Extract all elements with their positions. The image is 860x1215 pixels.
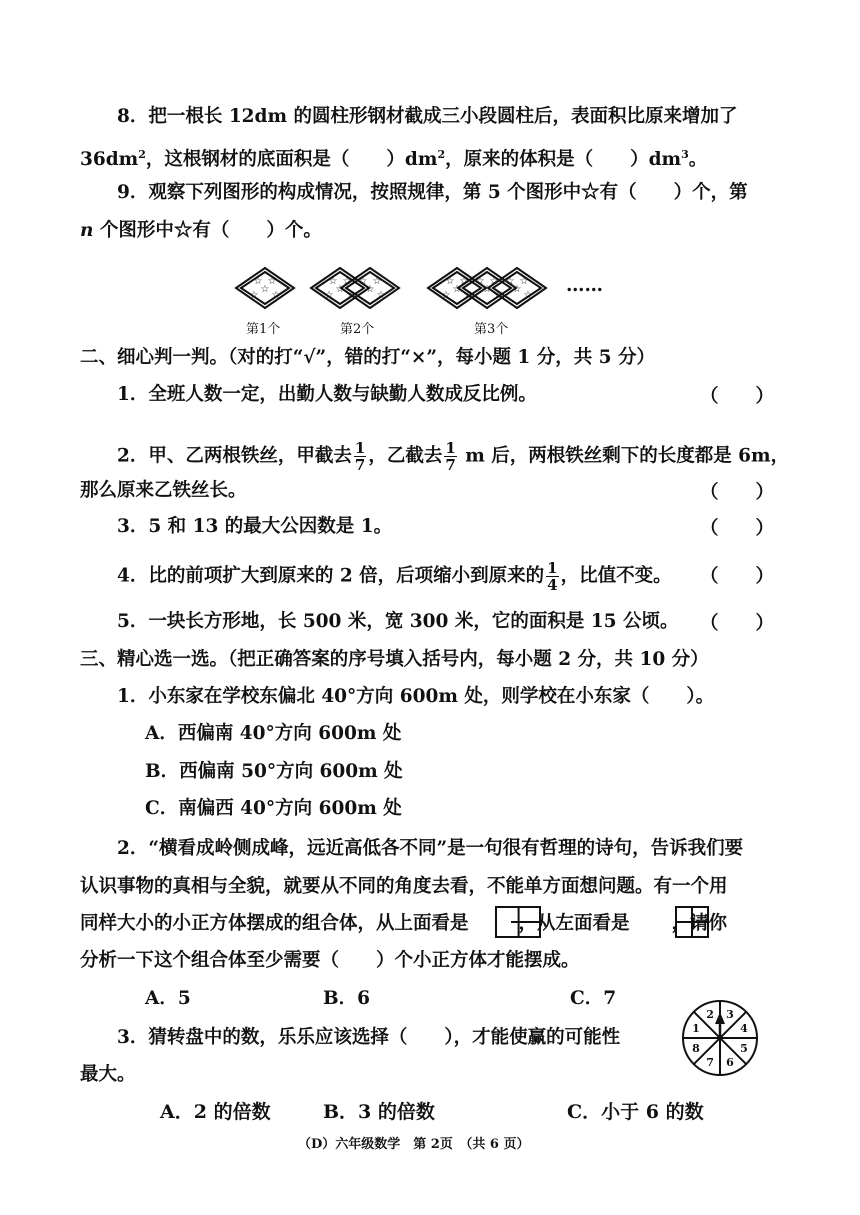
- top-view-grid-icon: [494, 905, 542, 939]
- fraction-one-quarter: [546, 560, 558, 593]
- spinner-wheel: [680, 998, 760, 1078]
- q8-text-b: ，这根钢材的底面积是（ ）dm: [145, 149, 438, 171]
- caption-fig3: 第3个: [474, 322, 509, 337]
- q8-line1: 8．把一根长 12dm 的圆柱形钢材截成三小段圆柱后，表面积比原来增加了: [117, 106, 738, 127]
- choice-q2-line3: [80, 911, 727, 937]
- spinner-sector-label: 4: [740, 1022, 748, 1036]
- fraction-one-seventh: [444, 440, 456, 473]
- choice-q2-line2: 认识事物的真相与全貌，就要从不同的角度去看，不能单方面想问题。有一个用: [80, 876, 728, 897]
- frac-den: 4: [547, 576, 558, 594]
- svg-text:☆: ☆: [324, 290, 334, 301]
- choice-q2-option-a: A．5: [145, 988, 191, 1009]
- judge-q4: [117, 560, 672, 593]
- svg-text:☆: ☆: [358, 276, 368, 287]
- frac-num: 1: [445, 439, 456, 457]
- ellipsis: ……: [566, 275, 603, 296]
- svg-text:☆: ☆: [365, 284, 375, 295]
- choice-q3-option-b: B．3 的倍数: [323, 1101, 435, 1123]
- spinner-sector-label: 7: [706, 1056, 714, 1069]
- judge-q1: 1．全班人数一定，出勤人数与缺勤人数成反比例。: [117, 384, 537, 405]
- svg-text:☆: ☆: [482, 284, 492, 295]
- frac-num: 1: [547, 559, 558, 577]
- q2-text-c3: ，请你: [671, 913, 728, 934]
- judge-q3: 3．5 和 13 的最大公因数是 1。: [117, 516, 393, 537]
- q8-text-d: 。: [688, 149, 708, 171]
- choice-q1-option-b: B．西偏南 50°方向 600m 处: [145, 761, 403, 782]
- page-footer: （D）六年级数学 第 2页 （共 6 页）: [298, 1137, 530, 1152]
- svg-text:☆: ☆: [271, 290, 281, 301]
- spinner-sector-label: 8: [692, 1041, 700, 1055]
- svg-text:☆: ☆: [342, 276, 352, 287]
- judge-q2-line2: 那么原来乙铁丝长。: [80, 480, 247, 501]
- q4-text-b: ，比值不变。: [560, 565, 672, 587]
- left-view-grid-icon: [674, 905, 710, 939]
- svg-text:☆: ☆: [335, 284, 345, 295]
- svg-text:☆: ☆: [459, 276, 469, 287]
- q9-line2: [80, 218, 322, 244]
- judge-q2-line1: [117, 440, 789, 473]
- frac-num: 1: [354, 439, 366, 457]
- judge-q5: 5．一块长方形地，长 500 米，宽 300 米，它的面积是 15 公顷。: [117, 611, 679, 632]
- svg-text:☆: ☆: [253, 276, 263, 287]
- sup-3: 3: [681, 148, 689, 161]
- choice-q2-option-b: B．6: [323, 988, 371, 1009]
- choice-q1-option-c: C．南偏西 40°方向 600m 处: [145, 798, 402, 819]
- choice-q3-line1: 3．猜转盘中的数，乐乐应该选择（ ），才能使赢的可能性: [117, 1027, 621, 1048]
- n-variable: n: [80, 220, 94, 241]
- answer-paren: （ ）: [700, 613, 775, 634]
- svg-text:☆: ☆: [523, 290, 533, 301]
- choice-q1: 1．小东家在学校东偏北 40°方向 600m 处，则学校在小东家（ ）。: [117, 686, 715, 707]
- spinner-sector-label: 1: [692, 1022, 700, 1036]
- section2-heading: 二、细心判一判。（对的打“√”，错的打“×”，每小题 1 分，共 5 分）: [80, 347, 655, 368]
- choice-q3-option-a: A．2 的倍数: [160, 1101, 271, 1123]
- svg-text:☆: ☆: [260, 284, 270, 295]
- svg-text:☆: ☆: [376, 290, 386, 301]
- q2-text-a: 2．甲、乙两根铁丝，甲截去: [117, 445, 352, 467]
- svg-text:☆: ☆: [372, 276, 382, 287]
- q2-text-b: ，乙截去: [368, 445, 443, 467]
- frac-den: 7: [354, 456, 366, 474]
- star-pattern-figure: [0, 262, 860, 322]
- choice-q2-option-c: C．7: [570, 988, 617, 1009]
- choice-q3-line2: 最大。: [80, 1064, 136, 1085]
- svg-text:☆: ☆: [267, 276, 277, 287]
- q8-line2: [80, 142, 707, 173]
- q8-text-a: 36dm: [80, 149, 139, 171]
- svg-text:☆: ☆: [463, 290, 473, 301]
- spinner-pointer: [715, 1012, 725, 1024]
- q9-text: 个图形中☆有（ ）个。: [93, 220, 322, 241]
- svg-text:☆: ☆: [512, 284, 522, 295]
- choice-q1-option-a: A．西偏南 40°方向 600m 处: [145, 723, 402, 744]
- svg-text:☆: ☆: [505, 276, 515, 287]
- answer-paren: （ ）: [700, 566, 775, 587]
- q8-text-c: ，原来的体积是（ ）dm: [445, 149, 682, 171]
- svg-text:☆: ☆: [493, 290, 503, 301]
- caption-fig1: 第1个: [246, 322, 281, 337]
- svg-text:☆: ☆: [452, 284, 462, 295]
- svg-text:☆: ☆: [346, 290, 356, 301]
- svg-text:☆: ☆: [519, 276, 529, 287]
- caption-fig2: 第2个: [340, 322, 375, 337]
- svg-text:☆: ☆: [249, 290, 259, 301]
- answer-paren: （ ）: [700, 482, 775, 503]
- answer-paren: （ ）: [700, 386, 775, 407]
- q4-text-a: 4．比的前项扩大到原来的 2 倍，后项缩小到原来的: [117, 565, 545, 587]
- q2-text-c2: ，从左面看是: [518, 913, 630, 934]
- answer-paren: （ ）: [700, 518, 775, 539]
- svg-text:☆: ☆: [475, 276, 485, 287]
- svg-text:☆: ☆: [445, 276, 455, 287]
- choice-q3-option-c: C．小于 6 的数: [567, 1101, 704, 1123]
- spinner-sector-label: 3: [726, 1008, 734, 1021]
- q9-line1: 9．观察下列图形的构成情况，按照规律，第 5 个图形中☆有（ ）个，第: [117, 182, 748, 203]
- svg-text:☆: ☆: [441, 290, 451, 301]
- sup-2: 2: [437, 148, 446, 161]
- choice-q2-line1: 2．“横看成岭侧成峰，远近高低各不同”是一句很有哲理的诗句，告诉我们要: [117, 838, 744, 859]
- choice-q2-line4: 分析一下这个组合体至少需要（ ）个小正方体才能摆成。: [80, 950, 580, 971]
- spinner-sector-label: 2: [706, 1008, 714, 1021]
- spinner-sector-label: 6: [726, 1056, 734, 1069]
- svg-text:☆: ☆: [328, 276, 338, 287]
- frac-den: 7: [445, 456, 456, 474]
- svg-text:☆: ☆: [489, 276, 499, 287]
- sup-2: 2: [138, 148, 146, 161]
- fraction-one-seventh: [354, 440, 366, 473]
- q2-text-c: m 后，两根铁丝剩下的长度都是 6m，: [458, 445, 790, 467]
- spinner-sector-label: 5: [740, 1041, 748, 1055]
- section3-heading: 三、精心选一选。（把正确答案的序号填入括号内，每小题 2 分，共 10 分）: [80, 649, 709, 670]
- q2-text-c1: 同样大小的小正方体摆成的组合体，从上面看是: [80, 913, 469, 934]
